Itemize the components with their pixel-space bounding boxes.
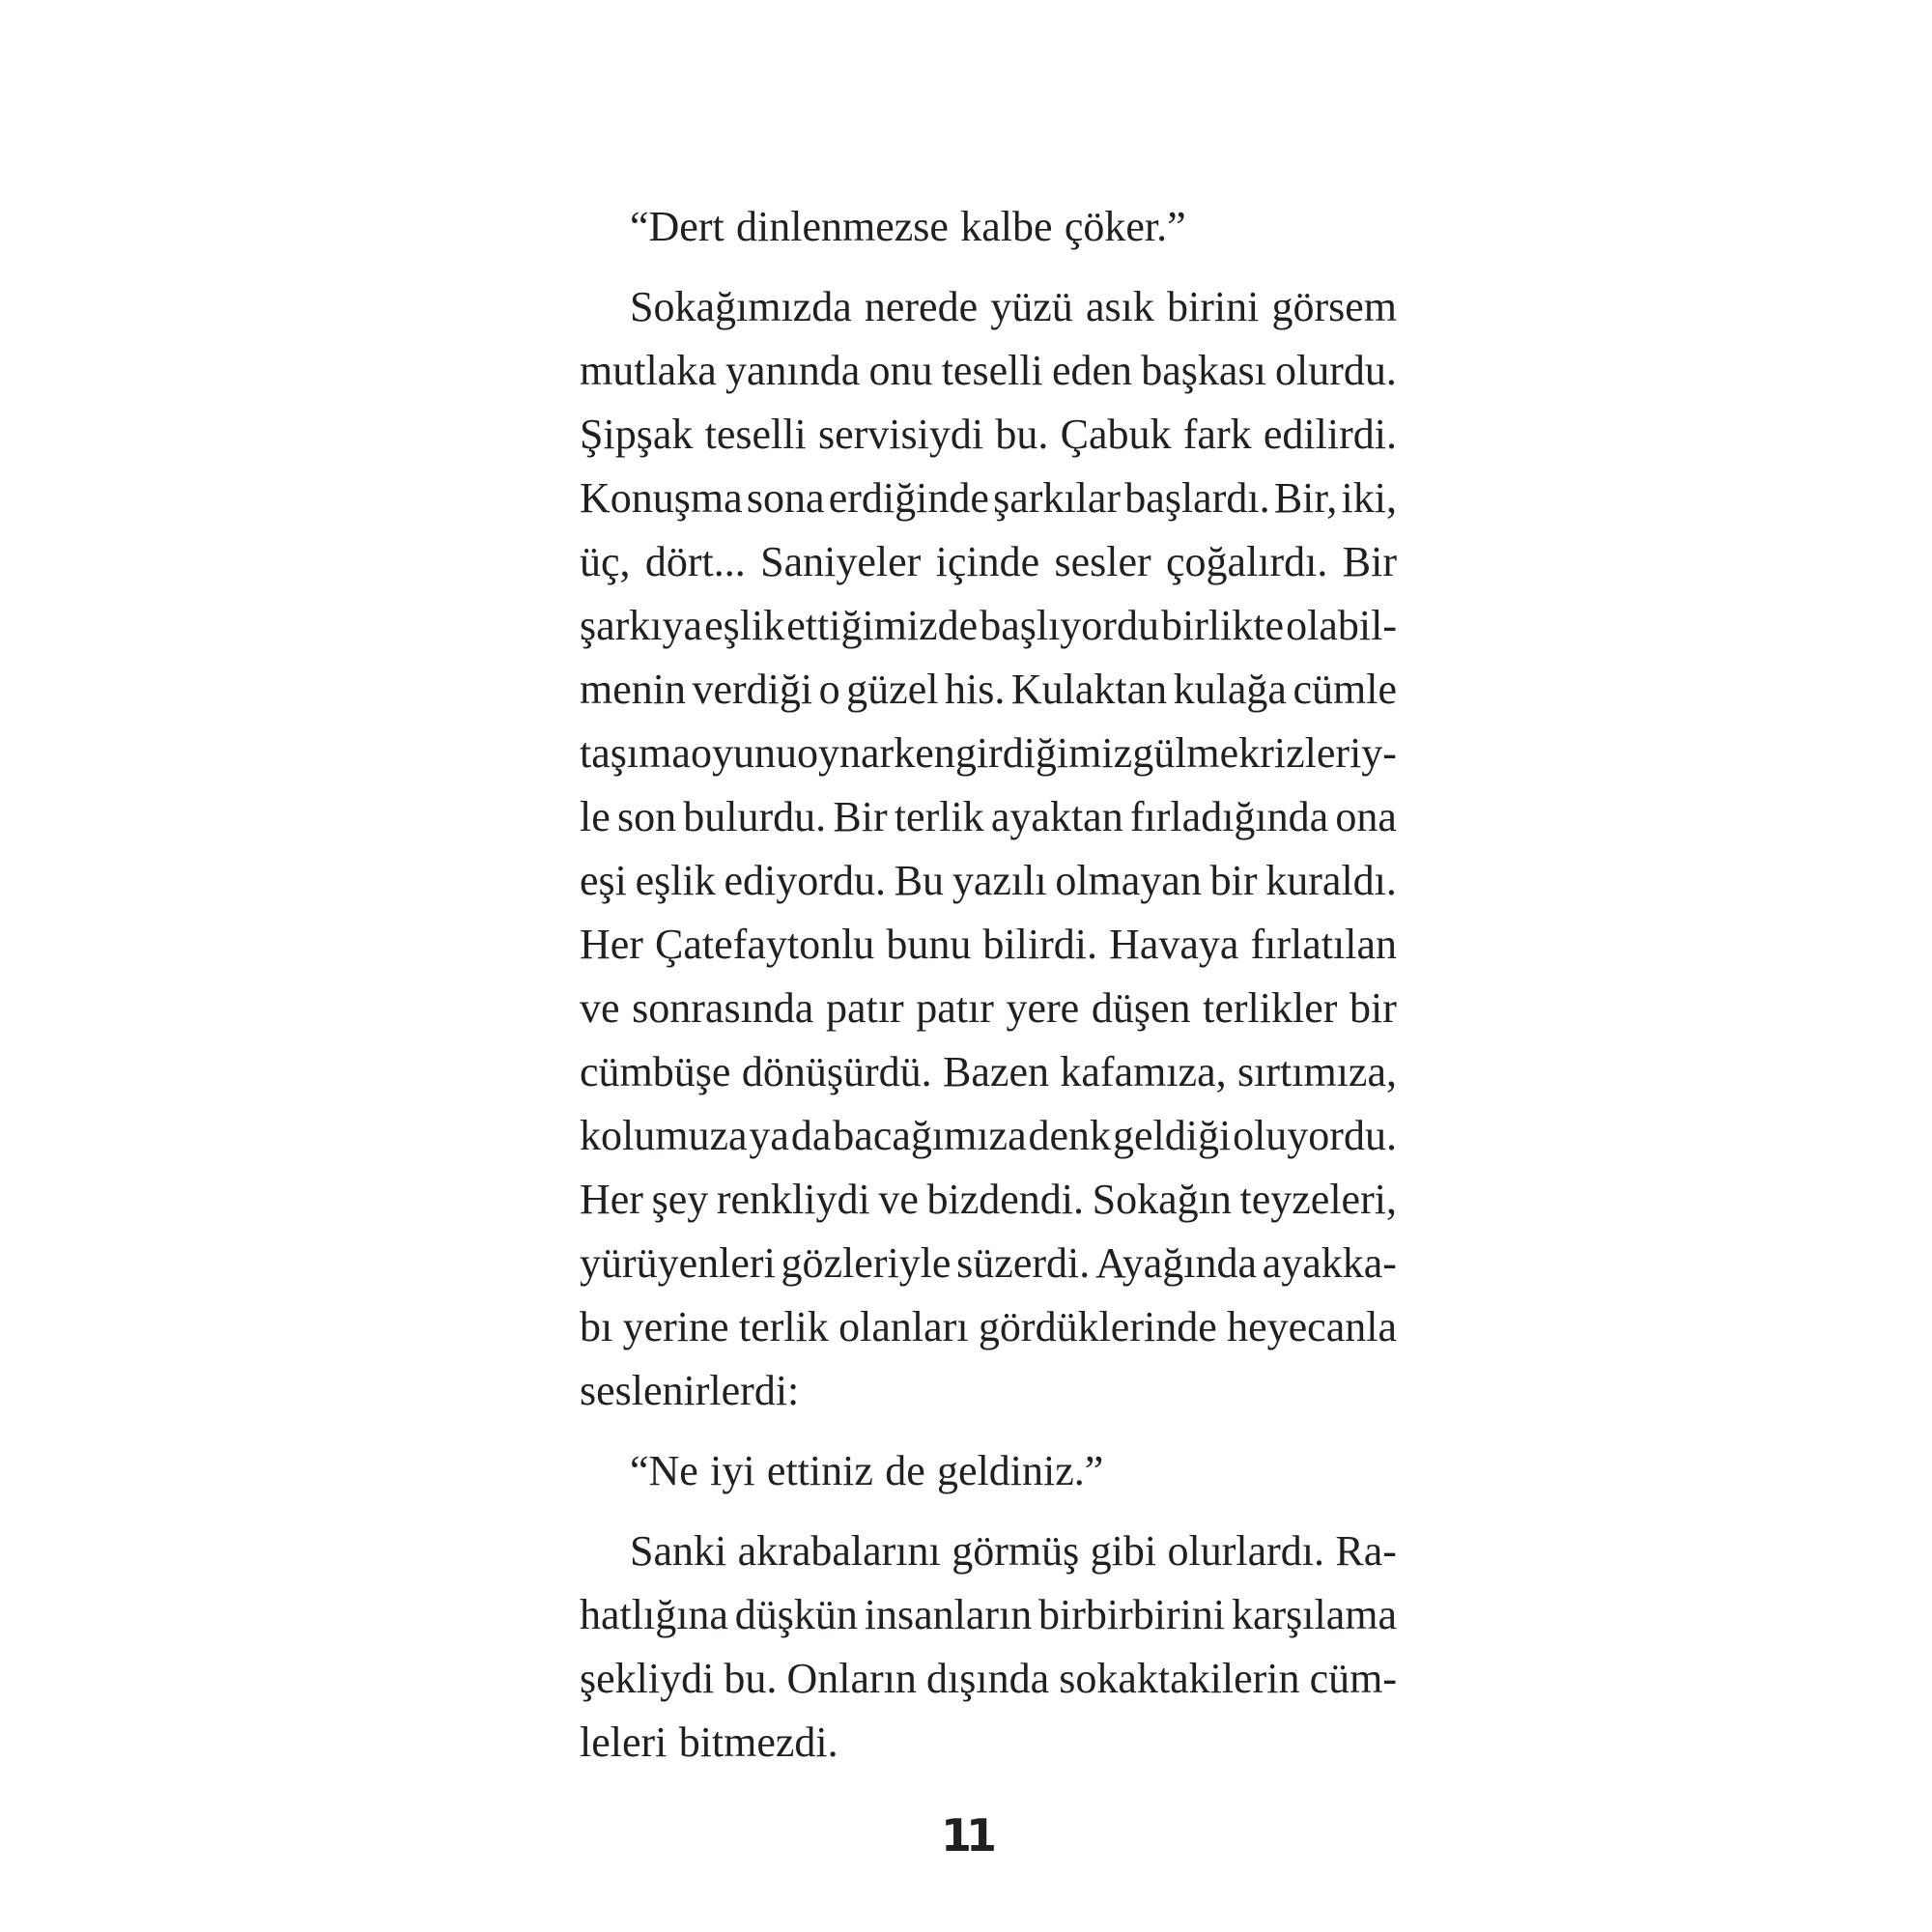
word: taşıma bbox=[580, 729, 691, 777]
word: bı bbox=[580, 1303, 613, 1350]
text-line bbox=[580, 403, 1397, 467]
word: yüzü bbox=[990, 283, 1073, 330]
word: olabil- bbox=[1286, 602, 1397, 649]
word: Ayağında bbox=[1094, 1239, 1257, 1287]
text-line bbox=[580, 1040, 1397, 1104]
word: sona bbox=[746, 474, 825, 522]
word: Sokağın bbox=[1092, 1176, 1232, 1223]
word: leleri bbox=[580, 1719, 668, 1766]
word: içinde bbox=[935, 538, 1040, 585]
word: le bbox=[580, 793, 611, 840]
word: olurdu. bbox=[1275, 347, 1397, 394]
word: Çabuk bbox=[1060, 411, 1172, 458]
word: bir bbox=[1209, 857, 1258, 904]
word: kulağa bbox=[1173, 666, 1287, 713]
word: cüm- bbox=[1309, 1655, 1397, 1702]
word: Bir bbox=[833, 793, 888, 840]
word: ya bbox=[749, 1112, 789, 1159]
word: seslenirlerdi: bbox=[580, 1367, 800, 1414]
word: görmüş bbox=[952, 1527, 1080, 1575]
word: ve bbox=[580, 984, 620, 1032]
word: Bir bbox=[1342, 538, 1397, 585]
word: cümle bbox=[1293, 666, 1397, 713]
word: terlikler bbox=[1203, 984, 1338, 1032]
word: ayaktan bbox=[990, 793, 1123, 840]
word: kafamıza, bbox=[1060, 1048, 1227, 1095]
word: Konuşma bbox=[580, 474, 743, 522]
word: cümbüşe bbox=[580, 1048, 731, 1095]
word: ettiğimizde bbox=[786, 602, 979, 649]
word: dönüşürdü. bbox=[741, 1048, 932, 1095]
word: bunu bbox=[886, 921, 972, 968]
word: gibi bbox=[1090, 1527, 1157, 1575]
word: yazılı bbox=[952, 857, 1047, 904]
word: “Ne bbox=[630, 1447, 698, 1494]
word: hatlığına bbox=[580, 1591, 728, 1638]
word: “Dert bbox=[630, 203, 724, 250]
word: bu. bbox=[995, 411, 1049, 458]
word: krizleriy- bbox=[1238, 729, 1397, 777]
word: olanları bbox=[838, 1303, 969, 1350]
word: terlik bbox=[894, 793, 984, 840]
text-line bbox=[580, 913, 1397, 977]
word: geldiniz.” bbox=[937, 1447, 1104, 1494]
word: iyi bbox=[710, 1447, 755, 1494]
word: eşi bbox=[580, 857, 627, 904]
word: başlardı. bbox=[1124, 474, 1270, 522]
word: mutlaka bbox=[580, 347, 717, 394]
text-line bbox=[580, 722, 1397, 785]
word: şekliydi bbox=[580, 1655, 715, 1702]
word: heyecanla bbox=[1227, 1303, 1397, 1350]
word: bir bbox=[1350, 984, 1397, 1032]
text-line bbox=[580, 658, 1397, 722]
page-number: 11 bbox=[940, 1809, 991, 1861]
word: terlik bbox=[738, 1303, 829, 1350]
word: ayakka- bbox=[1262, 1239, 1397, 1287]
text-line bbox=[580, 1359, 1397, 1423]
word: yanında bbox=[724, 347, 861, 394]
word: birini bbox=[1166, 283, 1260, 330]
word: oyunu bbox=[690, 729, 797, 777]
word: kuraldı. bbox=[1265, 857, 1397, 904]
word: bitmezdi. bbox=[678, 1719, 838, 1766]
word: erdiğinde bbox=[828, 474, 989, 522]
word: görsem bbox=[1271, 283, 1397, 330]
word: son bbox=[616, 793, 677, 840]
word: başkası bbox=[1141, 347, 1266, 394]
word: bilirdi. bbox=[982, 921, 1097, 968]
word: gözleriyle bbox=[781, 1239, 952, 1287]
word: oynarken bbox=[797, 729, 955, 777]
word: patır bbox=[825, 984, 904, 1032]
text-line bbox=[580, 530, 1397, 594]
text-line bbox=[580, 339, 1397, 403]
word: teselli bbox=[941, 347, 1043, 394]
word: bacağımıza bbox=[833, 1112, 1027, 1159]
word: süzerdi. bbox=[956, 1239, 1091, 1287]
word: ve bbox=[878, 1176, 919, 1223]
word: Her bbox=[580, 1176, 643, 1223]
word: fırladığında bbox=[1129, 793, 1329, 840]
body-text bbox=[580, 195, 1397, 1775]
word: nerede bbox=[864, 283, 979, 330]
word: olurlardı. bbox=[1167, 1527, 1324, 1575]
word: Bir, bbox=[1273, 474, 1338, 522]
text-line bbox=[580, 1104, 1397, 1168]
word: üç, bbox=[580, 538, 631, 585]
word: bu. bbox=[724, 1655, 778, 1702]
word: de bbox=[885, 1447, 925, 1494]
word: bizdendi. bbox=[926, 1176, 1085, 1223]
word: Şipşak bbox=[580, 411, 694, 458]
word: yerine bbox=[622, 1303, 729, 1350]
word: birlikte bbox=[1161, 602, 1285, 649]
word: teselli bbox=[704, 411, 807, 458]
word: Her bbox=[580, 921, 643, 968]
word: çoğalırdı. bbox=[1166, 538, 1328, 585]
word: fark bbox=[1182, 411, 1252, 458]
word: birbirbirini bbox=[1038, 1591, 1226, 1638]
word: denk bbox=[1028, 1112, 1112, 1159]
word: edilirdi. bbox=[1263, 411, 1397, 458]
word: olmayan bbox=[1055, 857, 1202, 904]
word: düşkün bbox=[734, 1591, 858, 1638]
word: düşen bbox=[1091, 984, 1191, 1032]
word: ediyordu. bbox=[724, 857, 886, 904]
word: başlıyordu bbox=[980, 602, 1159, 649]
text-line bbox=[580, 1295, 1397, 1359]
word: gülme bbox=[1132, 729, 1239, 777]
text-line bbox=[580, 1647, 1397, 1711]
word: sonrasında bbox=[632, 984, 814, 1032]
word: Havaya bbox=[1109, 921, 1239, 968]
word: karşılama bbox=[1231, 1591, 1397, 1638]
word: geldiği bbox=[1112, 1112, 1232, 1159]
text-line bbox=[580, 785, 1397, 849]
text-line bbox=[580, 1583, 1397, 1647]
word: kolumuza bbox=[580, 1112, 748, 1159]
word: iki, bbox=[1341, 474, 1397, 522]
word: Çatefaytonlu bbox=[655, 921, 875, 968]
text-line bbox=[580, 1439, 1397, 1503]
text-line bbox=[580, 195, 1397, 259]
word: Saniyeler bbox=[760, 538, 922, 585]
word: kalbe bbox=[960, 203, 1053, 250]
text-line bbox=[580, 1168, 1397, 1232]
word: yere bbox=[1006, 984, 1080, 1032]
word: onu bbox=[868, 347, 933, 394]
word: dört... bbox=[644, 538, 746, 585]
word: Bu bbox=[894, 857, 945, 904]
word: his. bbox=[944, 666, 1006, 713]
word: eşlik bbox=[635, 857, 716, 904]
word: servisiydi bbox=[817, 411, 984, 458]
word: eden bbox=[1052, 347, 1133, 394]
word: Sokağımızda bbox=[630, 283, 852, 330]
word: insanların bbox=[864, 1591, 1033, 1638]
word: şarkılar bbox=[993, 474, 1122, 522]
word: patır bbox=[916, 984, 994, 1032]
text-line bbox=[580, 977, 1397, 1040]
word: sesler bbox=[1054, 538, 1151, 585]
word: şey bbox=[651, 1176, 709, 1223]
word: menin bbox=[580, 666, 686, 713]
word: dışında bbox=[926, 1655, 1050, 1702]
text-line bbox=[580, 1232, 1397, 1295]
word: dinlenmezse bbox=[736, 203, 949, 250]
word: Sanki bbox=[630, 1527, 727, 1575]
word: şarkıya bbox=[580, 602, 703, 649]
word: sırtımıza, bbox=[1237, 1048, 1397, 1095]
word: Bazen bbox=[943, 1048, 1049, 1095]
word: girdiğimiz bbox=[954, 729, 1133, 777]
text-line bbox=[580, 275, 1397, 339]
word: da bbox=[790, 1112, 832, 1159]
word: teyzeleri, bbox=[1239, 1176, 1397, 1223]
text-line bbox=[580, 1711, 1397, 1775]
word: çöker.” bbox=[1064, 203, 1186, 250]
word: asık bbox=[1085, 283, 1154, 330]
word: ettiniz bbox=[766, 1447, 873, 1494]
word: akrabalarını bbox=[737, 1527, 941, 1575]
text-line bbox=[580, 594, 1397, 658]
word: güzel bbox=[846, 666, 939, 713]
text-line bbox=[580, 467, 1397, 530]
word: eşlik bbox=[704, 602, 785, 649]
text-line bbox=[580, 849, 1397, 913]
word: bulurdu. bbox=[683, 793, 827, 840]
word: verdiği bbox=[692, 666, 813, 713]
word: Kulaktan bbox=[1010, 666, 1168, 713]
text-line bbox=[580, 1520, 1397, 1583]
word: Ra- bbox=[1335, 1527, 1397, 1575]
word: Onların bbox=[786, 1655, 917, 1702]
word: o bbox=[818, 666, 840, 713]
word: renkliydi bbox=[716, 1176, 870, 1223]
word: ona bbox=[1335, 793, 1397, 840]
word: gördüklerinde bbox=[978, 1303, 1217, 1350]
word: oluyordu. bbox=[1233, 1112, 1397, 1159]
word: yürüyenleri bbox=[580, 1239, 776, 1287]
word: fırlatılan bbox=[1250, 921, 1397, 968]
word: sokaktakilerin bbox=[1059, 1655, 1300, 1702]
